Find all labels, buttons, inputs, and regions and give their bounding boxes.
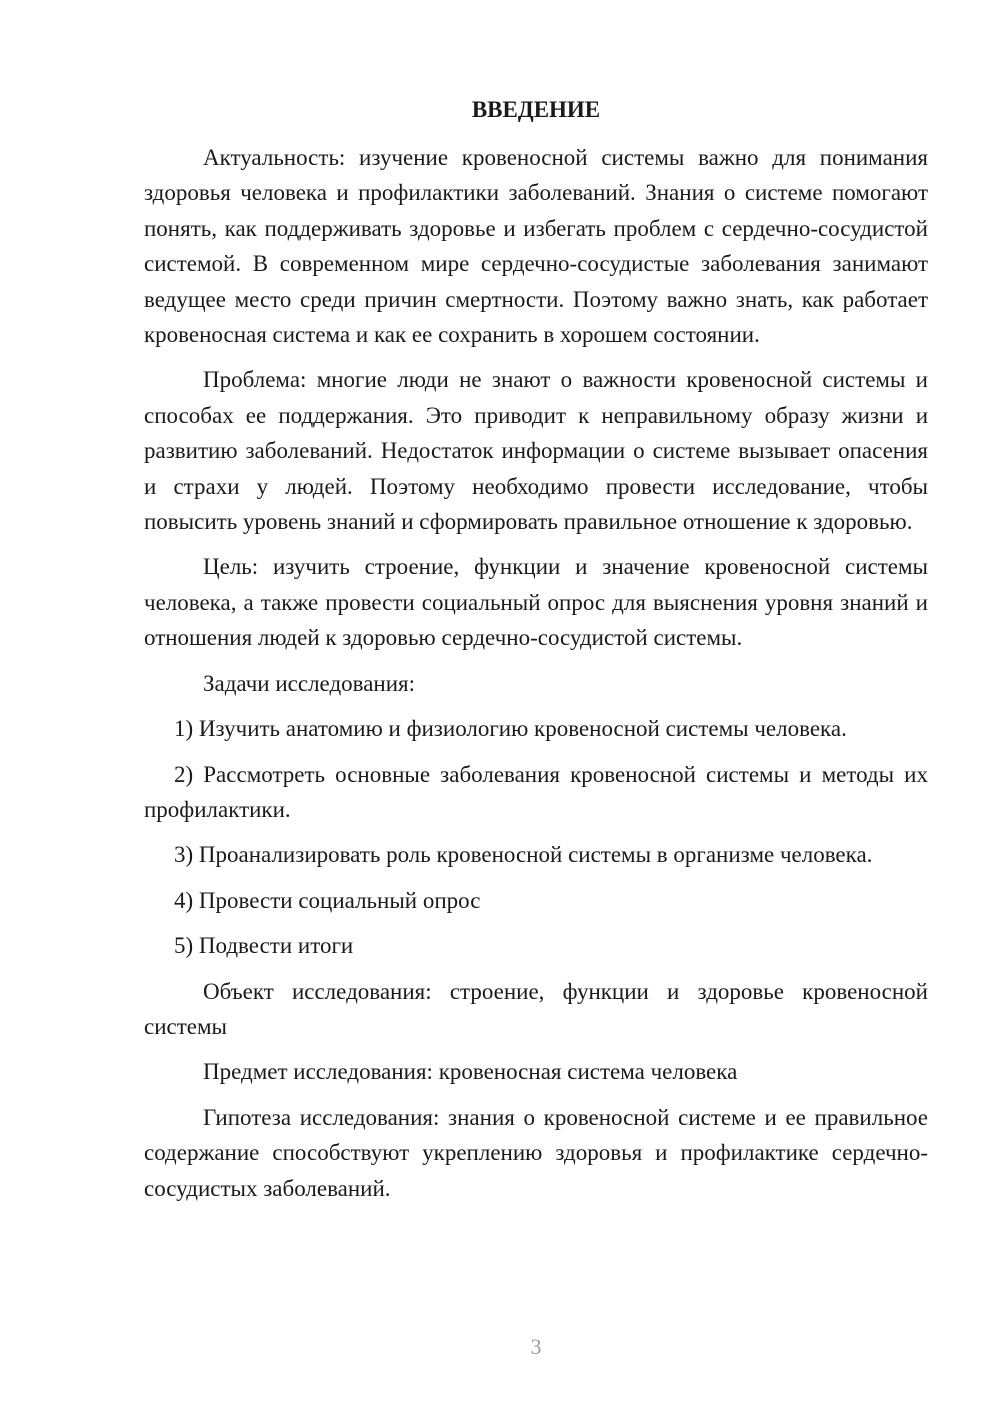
task-item-2: 2) Рассмотреть основные заболевания кровеносной системы и методы их профилактики.: [144, 761, 928, 822]
task-item-1: 1) Изучить анатомию и физиологию кровеносной системы человека.: [174, 716, 847, 742]
problem-paragraph: Проблема: многие люди не знают о важности кровеносной системы и способах ее поддержания. Это приводит к неправильному образу жизни и развитию заболеваний. Недостаток информации о системе вызывает опасения и страхи у людей. Поэтому необходимо провести исследование, чтобы повысить уровень знаний и сформировать правильное отношение к здоровью.: [144, 367, 928, 535]
subject-paragraph: Предмет исследования: кровеносная система человека: [203, 1059, 738, 1085]
tasks-heading: Задачи исследования:: [203, 670, 416, 696]
relevance-paragraph: Актуальность: изучение кровеносной системы важно для понимания здоровья человека и профилактики заболеваний. Знания о системе помогают понять, как поддерживать здоровье и избегать проблем с сердечно-сосудистой системой. В современном мире сердечно-сосудистые заболевания занимают ведущее место среди причин смертности. Поэтому важно знать, как работает кровеносная система и как ее сохранить в хорошем состоянии.: [144, 145, 928, 348]
page-number: 3: [530, 1334, 542, 1359]
task-item-3: 3) Проанализировать роль кровеносной системы в организме человека.: [174, 842, 873, 868]
hypothesis-paragraph: Гипотеза исследования: знания о кровеносной системе и ее правильное содержание способствуют укреплению здоровья и профилактике сердечно-сосудистых заболеваний.: [144, 1104, 928, 1201]
goal-paragraph: Цель: изучить строение, функции и значение кровеносной системы человека, а также провести социальный опрос для выяснения уровня знаний и отношения людей к здоровью сердечно-сосудистой системы.: [144, 554, 928, 651]
page-title: ВВЕДЕНИЕ: [471, 97, 601, 122]
object-paragraph: Объект исследования: строение, функции и здоровье кровеносной системы: [144, 978, 928, 1039]
task-item-5: 5) Подвести итоги: [174, 933, 354, 959]
task-item-4: 4) Провести социальный опрос: [174, 887, 481, 913]
document-page: [144, 92, 928, 1216]
